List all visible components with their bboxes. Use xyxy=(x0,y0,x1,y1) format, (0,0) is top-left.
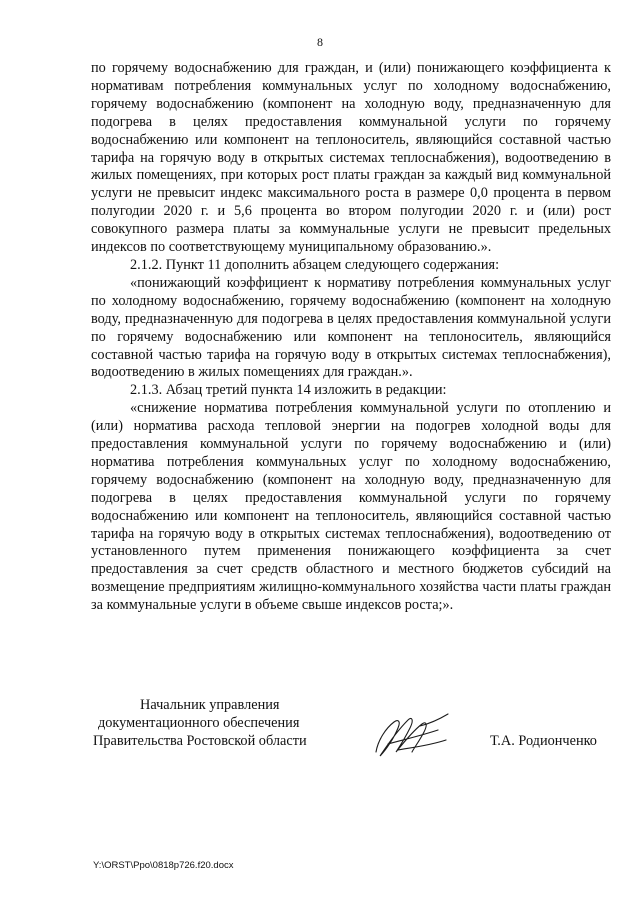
signatory-title-line: Начальник управления xyxy=(140,697,280,713)
paragraph-item-2-1-3: 2.1.3. Абзац третий пункта 14 изложить в редакции: xyxy=(130,382,447,399)
paragraph-quote-coefficient: «понижающий коэффициент к нормативу потребления коммунальных услуг по холодному водоснабжению, горячему водоснабжению (компонент на холодную воду, предназначенную для подогрева в целях предоставления коммунальной услуги по горячему водоснабжению или компонент на теплоноситель, являющийся составной частью тарифа на горячую воду в открытых системах теплоснабжения), водоотведению в жилых помещениях для граждан.». xyxy=(91,274,611,381)
signatory-title xyxy=(93,696,333,750)
signatory-name: Т.А. Родионченко xyxy=(490,733,597,749)
paragraph-continuation: по горячему водоснабжению для граждан, и (или) понижающего коэффициента к нормативам потребления коммунальных услуг по холодному водоснабжению, горячему водоснабжению (компонент на холодную воду, предназначенную для подогрева в целях предоставления коммунальной услуги по горячему водоснабжению или компонент на теплоноситель, являющийся составной частью тарифа на горячую воду в открытых системах теплоснабжения), водоотведению в жилых помещениях, при которых рост платы граждан за каждый вид коммунальной услуги не превысит индекс максимального роста в размере 0,0 процента в первом полугодии 2020 г. и 5,6 процента во втором полугодии 2020 г. и (или) рост совокупного размера платы за коммунальные услуги не превысит предельных индексов по соответствующему муниципальному образованию.». xyxy=(91,60,611,256)
signatory-title-line: Правительства Ростовской области xyxy=(93,733,307,749)
paragraph-item-2-1-2: 2.1.2. Пункт 11 дополнить абзацем следующего содержания: xyxy=(130,256,500,273)
signatory-title-line: документационного обеспечения xyxy=(98,715,300,731)
document-body xyxy=(91,60,611,615)
handwritten-signature xyxy=(368,700,468,770)
file-path-footer: Y:\ORST\Ppo\0818p726.f20.docx xyxy=(93,860,234,871)
page-number: 8 xyxy=(317,35,323,49)
paragraph-quote-reduction: «снижение норматива потребления коммунальной услуги по отоплению и (или) норматива расхода тепловой энергии на подогрев холодной воды для предоставления коммунальной услуги по горячему водоснабжению и (или) норматива потребления коммунальных услуг по холодному водоснабжению, горячему водоснабжению (компонент на холодную воду, предназначенную для подогрева в целях предоставления коммунальной услуги по горячему водоснабжению или компонент на теплоноситель, являющийся составной частью тарифа на горячую воду в открытых системах теплоснабжения), водоотведению от установленного путем применения понижающего коэффициента за счет предоставления за счет средств областного и местного бюджетов субсидий на возмещение предприятиям жилищно-коммунального хозяйства части платы граждан за коммунальные услуги в объеме свыше индексов роста;». xyxy=(91,400,611,614)
